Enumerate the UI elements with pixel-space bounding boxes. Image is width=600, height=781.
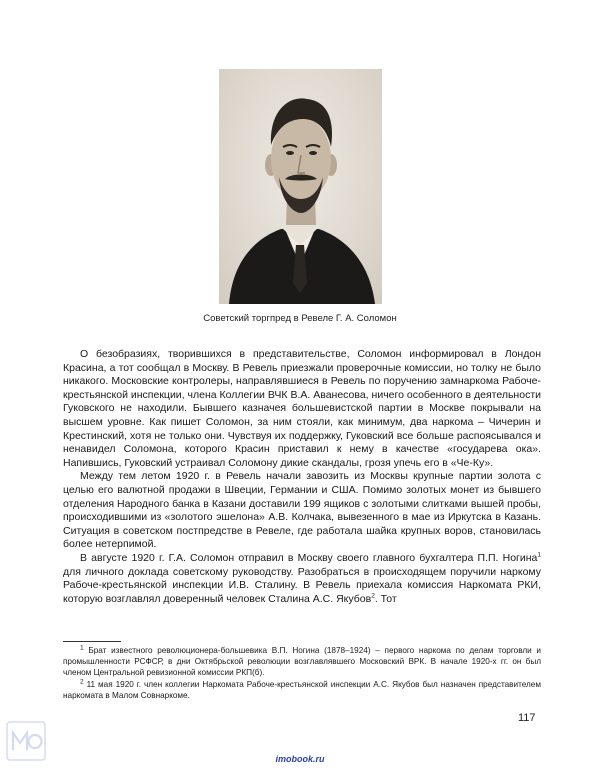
paragraph: О безобразиях, творившихся в представительстве, Соломон информировал в Лондон Красина, а тот сообщал в Москву. В Ревель приезжали проверочные комиссии, но толку не было никакого. Московские контролеры, направлявшиеся в Ревель по поручению замнаркома Рабоче-крестьянской инспекции, члена Коллегии ВЧК В.А. Аванесова, ничего особенного в деятельности Гуковского не находили. Бывшего казначея большевистской партии в Москве покрывали на высшем уровне. Как пишет Соломон, за ним стояли, как минимум, два наркома – Чичерин и Крестинский, хотя не только они. Чувствуя их поддержку, Гуковский все больше распоясывался и ненавидел Соломона, которого Красин приставил к нему в качестве «государева ока». Напившись, Гуковский устраивал Соломону дикие скандалы, грозя упечь его в «Че-Ку». bbox=[63, 348, 541, 469]
main-text bbox=[63, 348, 541, 606]
footnote-number: 1 bbox=[80, 644, 84, 652]
site-link[interactable]: imobook.ru bbox=[275, 754, 325, 764]
footnote-number: 2 bbox=[80, 677, 84, 685]
footnote-text: 11 мая 1920 г. член коллегии Наркомата Рабоче-крестьянской инспекции А.С. Якубов был назначен представителем наркомата в Малом Совнаркоме. bbox=[63, 679, 541, 700]
portrait-photo bbox=[219, 69, 382, 304]
paragraph-text: . Тот bbox=[374, 592, 397, 605]
paragraph bbox=[63, 552, 541, 606]
paragraph-text: для личного доклада советскому руководству. Разобраться в происходящем поручили наркому Рабоче-крестьянской инспекции И.В. Сталину. В Ревель приехала комиссия Наркомата РКИ, которую возглавлял доверенный человек Сталина А.С. Якубов bbox=[63, 565, 541, 605]
paragraph-text: В августе 1920 г. Г.А. Соломон отправил в Москву своего главного бухгалтера П.П. Ногина bbox=[80, 551, 538, 564]
footnotes bbox=[63, 645, 541, 701]
footnote-divider bbox=[63, 641, 121, 642]
portrait-illustration bbox=[219, 69, 382, 304]
page-number: 117 bbox=[518, 712, 536, 724]
footnote-ref: 2 bbox=[371, 592, 375, 600]
paragraph: Между тем летом 1920 г. в Ревель начали завозить из Москвы крупные партии золота с целью его валютной продажи в Швеции, Германии и США. Помимо золотых монет из бывшего отделения Народного банка в Казани доставили 199 ящиков с золотыми слитками вышей пробы, происходившими из «золотого эшелона» А.В. Колчака, вывезенного в мае из Иркутска в Казань. Ситуация в советском постпредстве в Ревеле, где работала шайка крупных воров, становилась более нетерпимой. bbox=[63, 470, 541, 551]
footnote bbox=[63, 645, 541, 679]
photo-caption: Советский торгпред в Ревеле Г. А. Соломон bbox=[203, 313, 397, 324]
footnote-text: Брат известного революционера-большевика В.П. Ногина (1878–1924) – первого наркома по делам торговли и промышленности РСФСР, в дни Октябрьской революции возглавлявшего Московский ВРК. В начале 1920-х гг. он был членом Центральной ревизионной комиссии РКП(б). bbox=[63, 646, 541, 678]
footnote bbox=[63, 679, 541, 701]
footnote-ref: 1 bbox=[537, 551, 541, 559]
